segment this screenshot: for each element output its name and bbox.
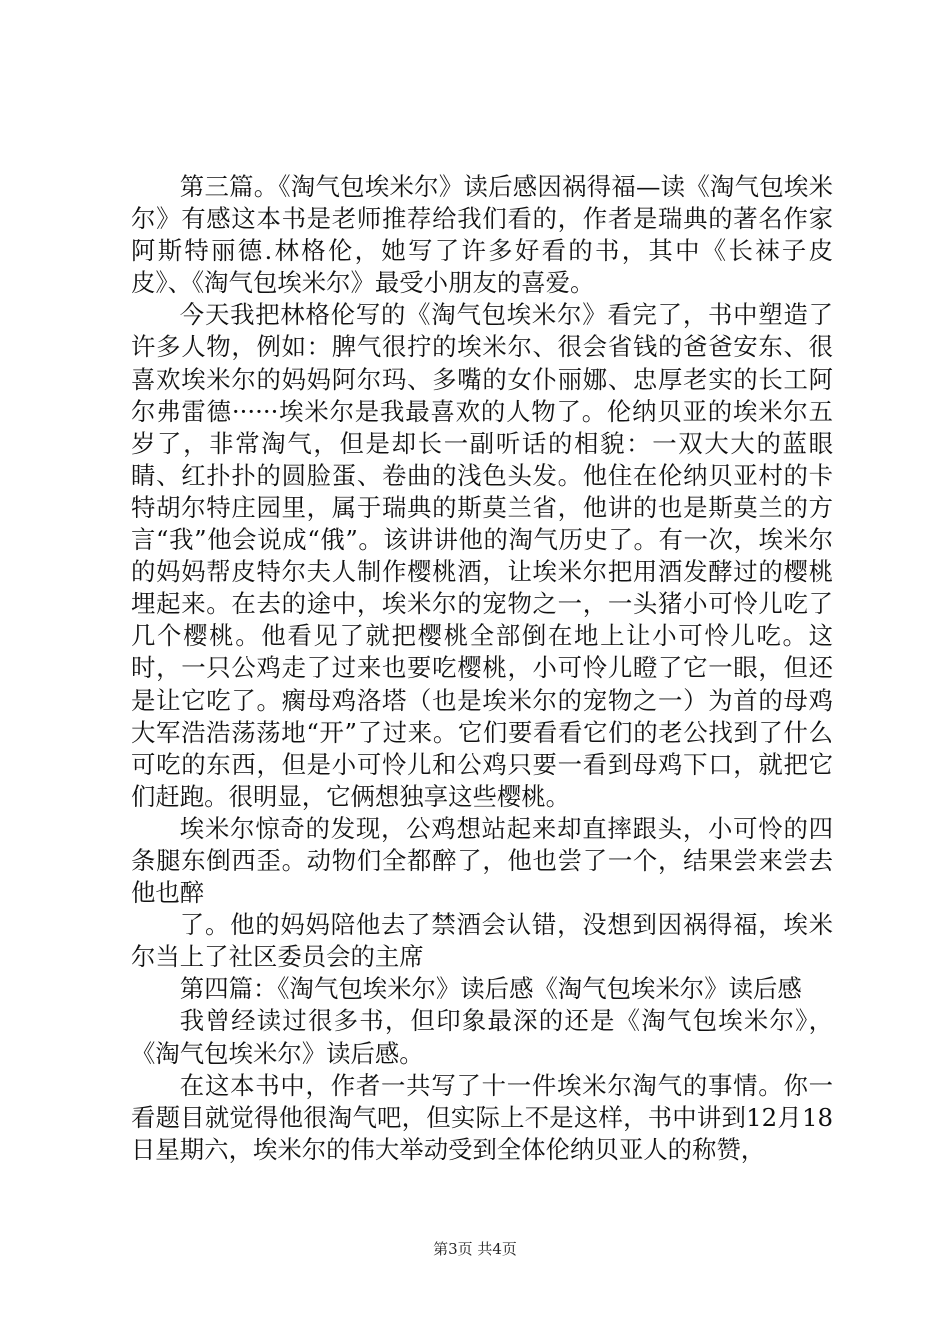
paragraph: 埃米尔惊奇的发现，公鸡想站起来却直摔跟头，小可怜的四条腿东倒西歪。动物们全都醉了，他也尝了一个，结果尝来尝去他也醉 [131, 813, 833, 908]
paragraph: 今天我把林格伦写的《淘气包埃米尔》看完了，书中塑造了许多人物，例如：脾气很拧的埃米尔、很会省钱的爸爸安东、很喜欢埃米尔的妈妈阿尔玛、多嘴的女仆丽娜、忠厚老实的长工阿尔弗雷德······埃米尔是我最喜欢的人物了。伦纳贝亚的埃米尔五岁了，非常淘气，但是却长一副听话的相貌：一双大大的蓝眼睛、红扑扑的圆脸蛋、卷曲的浅色头发。他住在伦纳贝亚村的卡特胡尔特庄园里，属于瑞典的斯莫兰省，他讲的也是斯莫兰的方言“我”他会说成“俄”。该讲讲他的淘气历史了。有一次，埃米尔的妈妈帮皮特尔夫人制作樱桃酒，让埃米尔把用酒发酵过的樱桃埋起来。在去的途中，埃米尔的宠物之一，一头猪小可怜儿吃了几个樱桃。他看见了就把樱桃全部倒在地上让小可怜儿吃。这时，一只公鸡走了过来也要吃樱桃，小可怜儿瞪了它一眼，但还是让它吃了。瘸母鸡洛塔（也是埃米尔的宠物之一）为首的母鸡大军浩浩荡荡地“开”了过来。它们要看看它们的老公找到了什么可吃的东西，但是小可怜儿和公鸡只要一看到母鸡下口，就把它们赶跑。很明显，它俩想独享这些樱桃。 [131, 300, 833, 811]
section-heading: 第四篇：《淘气包埃米尔》读后感《淘气包埃米尔》读后感 [179, 974, 802, 1004]
paragraph: 我曾经读过很多书，但印象最深的还是《淘气包埃米尔》，《淘气包埃米尔》读后感。 [131, 1006, 833, 1068]
paragraph: 在这本书中，作者一共写了十一件埃米尔淘气的事情。你一看题目就觉得他很淘气吧，但实际上不是这样，书中讲到12月18日星期六，埃米尔的伟大举动受到全体伦纳贝亚人的称赞， [131, 1070, 833, 1164]
document-body [131, 171, 833, 1166]
paragraph: 了。他的妈妈陪他去了禁酒会认错，没想到因祸得福，埃米尔当上了社区委员会的主席 [131, 910, 833, 972]
page-footer: 第3页 共4页 [433, 1240, 517, 1258]
paragraph: 第三篇。《淘气包埃米尔》读后感因祸得福—读《淘气包埃米尔》有感这本书是老师推荐给我们看的，作者是瑞典的著名作家阿斯特丽德.林格伦，她写了许多好看的书，其中《长袜子皮皮》、《淘气包埃米尔》最受小朋友的喜爱。 [131, 172, 833, 298]
